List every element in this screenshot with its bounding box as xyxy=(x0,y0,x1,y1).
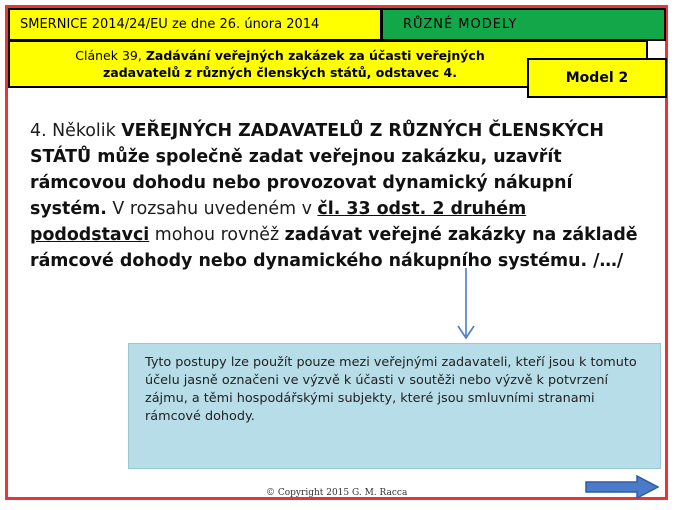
scope-text: V rozsahu uvedeném v xyxy=(106,199,318,219)
article-title-line2: zadavatelů z různých členských států, odstavec 4. xyxy=(102,65,458,80)
note-box xyxy=(128,343,661,469)
note-text: Tyto postupy lze použít pouze mezi veřejnými zadavateli, kteří jsou k tomuto účelu jasně označeni ve výzvě k účasti v soutěži nebo výzvě k potvrzení zájmu, a těmi hospodářskými subjekty, které jsou smluvními stranami rámcové dohody. xyxy=(145,355,637,424)
paragraph-number-text: 4. Několik xyxy=(30,121,122,141)
highlight-framework-award: zadávat veřejné zakázky na základě rámcové dohody nebo dynamického nákupního systému. /…/ xyxy=(30,225,638,271)
section-label-text: RŮZNÉ MODELY xyxy=(403,17,518,32)
highlight-joint-award: může společně zadat veřejnou zakázku, uzavřít rámcovou dohodu nebo provozovat dynamický nákupní systém. xyxy=(30,147,573,219)
copyright: © Copyright 2015 G. M. Racca xyxy=(266,488,408,498)
next-slide-arrow-icon[interactable] xyxy=(585,475,661,499)
article-prefix: Clánek 39, xyxy=(75,48,142,63)
model-label: Model 2 xyxy=(565,70,629,86)
article-title-line1: Zadávání veřejných zakázek za účasti veřejných xyxy=(145,48,485,63)
article-reference-link: čl. 33 odst. 2 druhém pododstavci xyxy=(30,199,527,245)
highlight-contracting-authorities: VEŘEJNÝCH ZADAVATELŮ Z RŮZNÝCH ČLENSKÝCH STÁTŮ xyxy=(30,121,604,167)
directive-text: SMERNICE 2014/24/EU ze dne 26. února 2014 xyxy=(20,17,320,32)
also-text: mohou rovněž xyxy=(149,225,285,245)
